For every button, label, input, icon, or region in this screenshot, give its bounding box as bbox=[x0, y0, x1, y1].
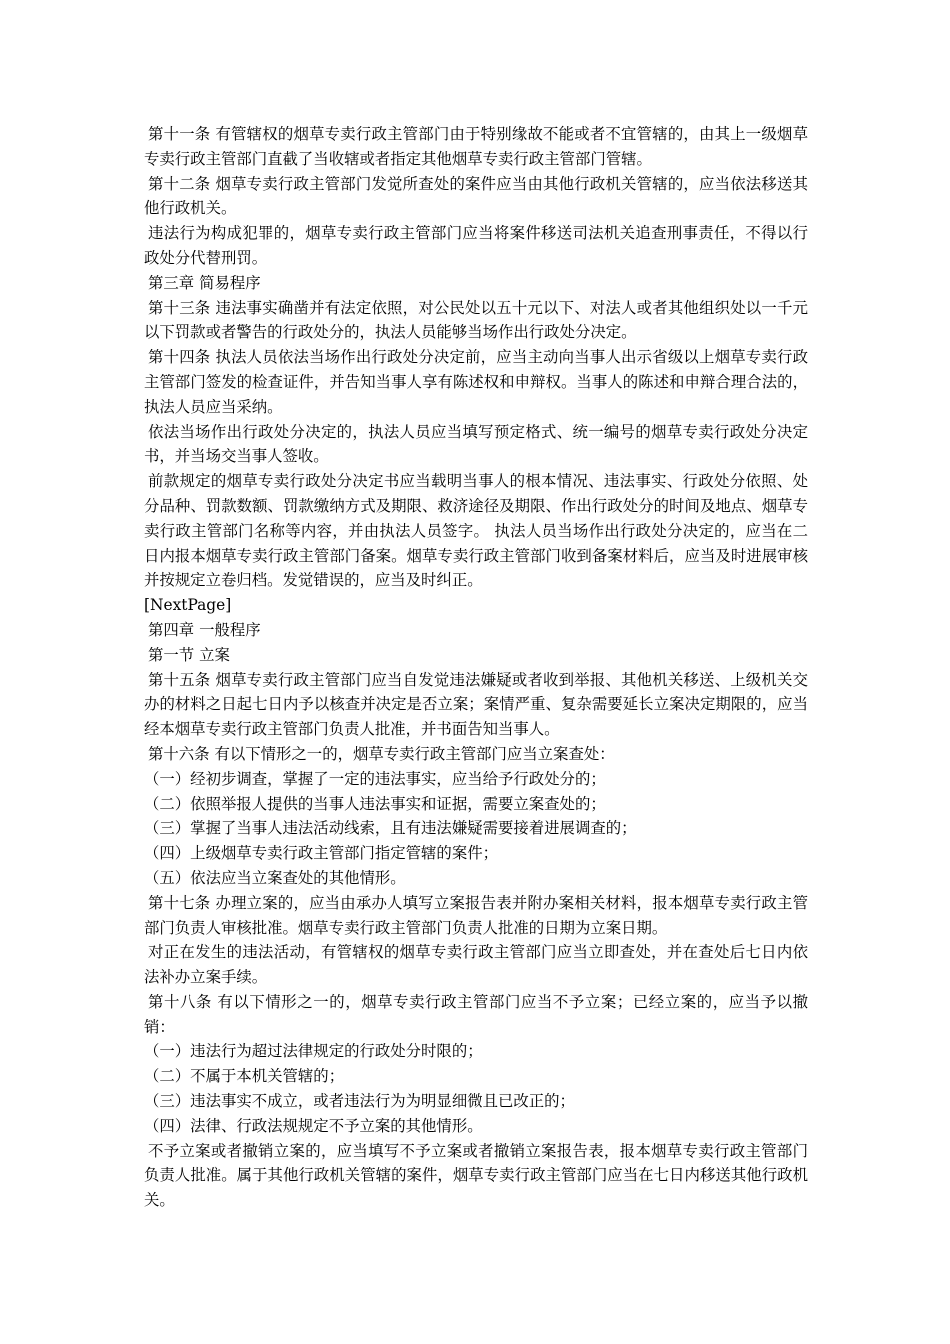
article-16-paragraph: 第十六条 有以下情形之一的，烟草专卖行政主管部门应当立案查处： bbox=[148, 744, 615, 763]
article-18-paragraph: 第十八条 有以下情形之一的，烟草专卖行政主管部门应当不予立案；已经立案的，应当予以撤销： bbox=[144, 992, 808, 1036]
article-14-paragraph: 第十四条 执法人员依法当场作出行政处分决定前，应当主动向当事人出示省级以上烟草专卖行政主管部门签发的检查证件，并告知当事人享有陈述权和申辩权。当事人的陈述和申辩合理合法的，执法人员应当采纳。 bbox=[144, 348, 808, 416]
article-11-paragraph: 第十一条 有管辖权的烟草专卖行政主管部门由于特别缘故不能或者不宜管辖的，由其上一级烟草专卖行政主管部门直截了当收辖或者指定其他烟草专卖行政主管部门管辖。 bbox=[144, 125, 808, 168]
article-18-item-2: （二）不属于本机关管辖的； bbox=[144, 1067, 345, 1086]
article-17-paragraph-2: 对正在发生的违法活动，有管辖权的烟草专卖行政主管部门应当立即查处，并在查处后七日内依法补办立案手续。 bbox=[144, 943, 808, 987]
article-16-item-5: （五）依法应当立案查处的其他情形。 bbox=[144, 868, 406, 887]
article-18-item-1: （一）违法行为超过法律规定的行政处分时限的； bbox=[144, 1042, 483, 1061]
article-12-paragraph-2: 违法行为构成犯罪的，烟草专卖行政主管部门应当将案件移送司法机关追查刑事责任，不得以行政处分代替刑罚。 bbox=[144, 224, 808, 267]
article-16-item-2: （二）依照举报人提供的当事人违法事实和证据，需要立案查处的； bbox=[144, 794, 606, 813]
article-15-paragraph: 第十五条 烟草专卖行政主管部门应当自发觉违法嫌疑或者收到举报、其他机关移送、上级机关交办的材料之日起七日内予以核查并决定是否立案；案情严重、复杂需要延长立案决定期限的，应当经本烟草专卖行政主管部门负责人批准，并书面告知当事人。 bbox=[144, 670, 808, 739]
article-18-paragraph-2: 不予立案或者撤销立案的，应当填写不予立案或者撤销立案报告表，报本烟草专卖行政主管部门负责人批准。属于其他行政机关管辖的案件，烟草专卖行政主管部门应当在七日内移送其他行政机关。 bbox=[144, 1141, 808, 1210]
article-18-item-3: （三）违法事实不成立，或者违法行为为明显细微且已改正的； bbox=[144, 1092, 575, 1111]
article-12-paragraph: 第十二条 烟草专卖行政主管部门发觉所查处的案件应当由其他行政机关管辖的，应当依法移送其他行政机关。 bbox=[144, 174, 808, 218]
document-body bbox=[144, 122, 808, 1213]
section-1-heading: 第一节 立案 bbox=[148, 645, 230, 664]
article-16-item-3: （三）掌握了当事人违法活动线索，且有违法嫌疑需要接着进展调查的； bbox=[144, 819, 637, 838]
chapter-4-heading: 第四章 一般程序 bbox=[148, 620, 261, 639]
article-16-item-4: （四）上级烟草专卖行政主管部门指定管辖的案件； bbox=[144, 844, 498, 863]
article-16-item-1: （一）经初步调查，掌握了一定的违法事实，应当给予行政处分的； bbox=[144, 769, 606, 788]
article-14-paragraph-2: 依法当场作出行政处分决定的，执法人员应当填写预定格式、统一编号的烟草专卖行政处分决定书，并当场交当事人签收。 bbox=[144, 422, 808, 466]
chapter-3-heading: 第三章 简易程序 bbox=[148, 273, 261, 292]
article-13-paragraph: 第十三条 违法事实确凿并有法定依照，对公民处以五十元以下、对法人或者其他组织处以一千元以下罚款或者警告的行政处分的，执法人员能够当场作出行政处分决定。 bbox=[144, 298, 808, 342]
article-17-paragraph: 第十七条 办理立案的，应当由承办人填写立案报告表并附办案相关材料，报本烟草专卖行政主管部门负责人审核批准。烟草专卖行政主管部门负责人批准的日期为立案日期。 bbox=[144, 893, 808, 937]
article-14-paragraph-3: 前款规定的烟草专卖行政处分决定书应当载明当事人的根本情况、违法事实、行政处分依照、处分品种、罚款数额、罚款缴纳方式及期限、救济途径及期限、作出行政处分的时间及地点、烟草专卖行政主管部门名称等内容，并由执法人员签字。 执法人员当场作出行政处分决定的，应当在二日内报本烟草专卖行政主管部门备案。烟草专卖行政主管部门收到备案材料后，应当及时进展审核并按规定立卷归档。发觉错误的，应当及时纠正。 bbox=[144, 472, 808, 590]
next-page-marker: [NextPage] bbox=[144, 596, 232, 615]
article-18-item-4: （四）法律、行政法规规定不予立案的其他情形。 bbox=[144, 1116, 483, 1135]
